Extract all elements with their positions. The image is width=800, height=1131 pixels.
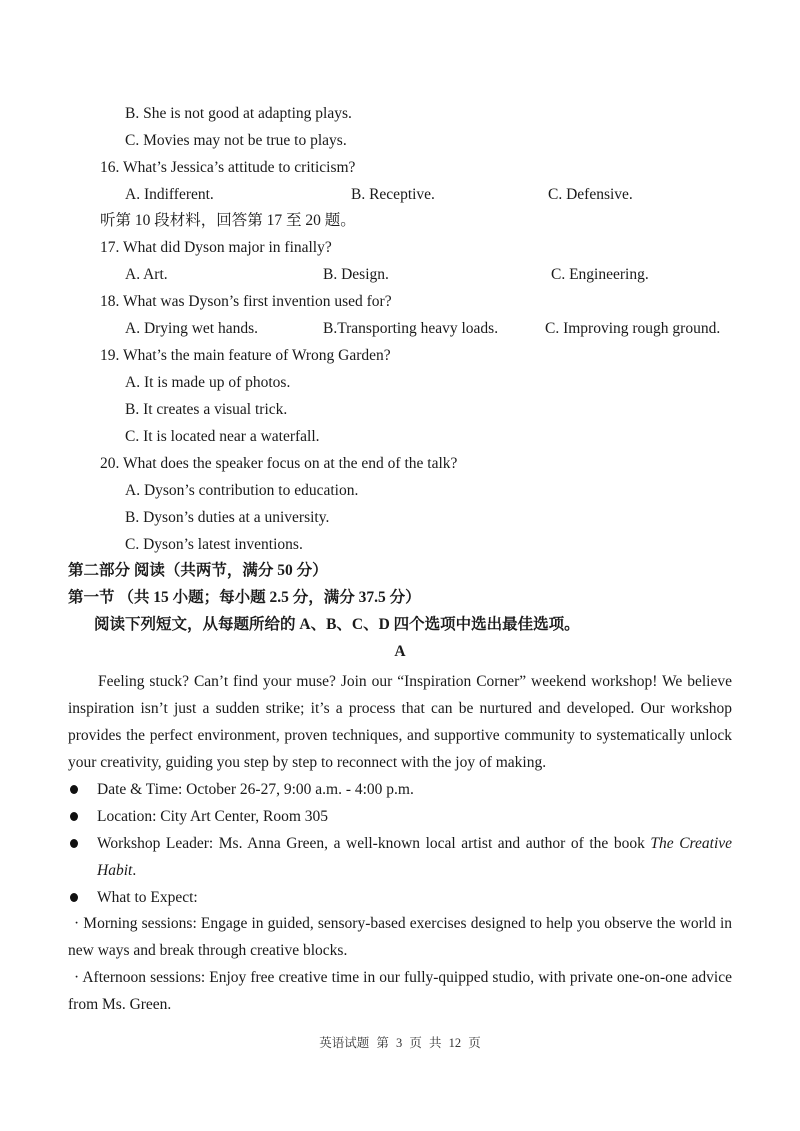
q15-option-c: C. Movies may not be true to plays. (125, 132, 347, 149)
q19-option-b: B. It creates a visual trick. (125, 401, 288, 418)
bullet-icon (70, 812, 78, 821)
leader-description: Workshop Leader: Ms. Anna Green, a well-known local artist and author of the book (97, 835, 651, 852)
bullet-icon (70, 839, 78, 848)
q20-option-c: C. Dyson’s latest inventions. (125, 536, 303, 553)
q19-option-a: A. It is made up of photos. (125, 374, 291, 391)
q16-option-b: B. Receptive. (351, 186, 435, 203)
q15-option-b: B. She is not good at adapting plays. (125, 105, 352, 122)
bullet-leader (68, 830, 732, 884)
q19-option-c: C. It is located near a waterfall. (125, 428, 320, 445)
q20-option-b: B. Dyson’s duties at a university. (125, 509, 330, 526)
listening-instruction-10: 听第 10 段材料，回答第 17 至 20 题。 (100, 212, 356, 229)
q19-stem: 19. What’s the main feature of Wrong Garden? (100, 347, 391, 364)
passage-intro: Feeling stuck? Can’t find your muse? Join our “Inspiration Corner” weekend workshop! We believe inspiration isn’t just a sudden strike; it’s a process that can be nurtured and developed. Our workshop provides the perfect environment, proven techniques, and supportive community to systematically unlock your creativity, guiding you step by step to reconnect with the joy of making. (68, 673, 732, 771)
page-footer: 英语试题 第 3 页 共 12 页 (319, 1036, 481, 1050)
section-one-title: 第一节 （共 15 小题；每小题 2.5 分，满分 37.5 分） (68, 589, 421, 606)
bullet-expect (68, 884, 732, 911)
q17-option-a: A. Art. (125, 266, 168, 283)
bullet-date (68, 776, 732, 803)
q18-option-b: B.Transporting heavy loads. (323, 320, 499, 337)
q16-option-c: C. Defensive. (548, 186, 633, 203)
part-two-title: 第二部分 阅读（共两节，满分 50 分） (68, 562, 328, 579)
q17-stem: 17. What did Dyson major in finally? (100, 239, 332, 256)
q16-option-a: A. Indifferent. (125, 186, 214, 203)
bullet-icon (70, 785, 78, 794)
passage-label: A (394, 643, 406, 660)
q18-option-c: C. Improving rough ground. (545, 320, 721, 337)
book-title: The Creative Habit (97, 835, 733, 879)
q16-stem: 16. What’s Jessica’s attitude to criticism? (100, 159, 356, 176)
bullet-date-text: Date & Time: October 26-27, 9:00 a.m. - 4:00 p.m. (97, 781, 414, 798)
q18-stem: 18. What was Dyson’s first invention used for? (100, 293, 392, 310)
morning-sessions: · Morning sessions: Engage in guided, sensory-based exercises designed to help you observe the world in new ways and break through creative blocks. (68, 915, 732, 959)
bullet-expect-text: What to Expect: (97, 889, 198, 906)
bullet-leader-text (97, 830, 732, 884)
afternoon-sessions: · Afternoon sessions: Enjoy free creative time in our fully-quipped studio, with private one-on-one advice from Ms. Green. (68, 969, 732, 1013)
q20-option-a: A. Dyson’s contribution to education. (125, 482, 359, 499)
bullet-location-text: Location: City Art Center, Room 305 (97, 808, 328, 825)
q17-option-c: C. Engineering. (551, 266, 649, 283)
leader-period: . (132, 862, 137, 879)
bullet-location (68, 803, 732, 830)
q20-stem: 20. What does the speaker focus on at the end of the talk? (100, 455, 458, 472)
q18-option-a: A. Drying wet hands. (125, 320, 259, 337)
bullet-icon (70, 893, 78, 902)
q17-option-b: B. Design. (323, 266, 389, 283)
reading-instruction: 阅读下列短文，从每题所给的 A、B、C、D 四个选项中选出最佳选项。 (94, 616, 580, 633)
